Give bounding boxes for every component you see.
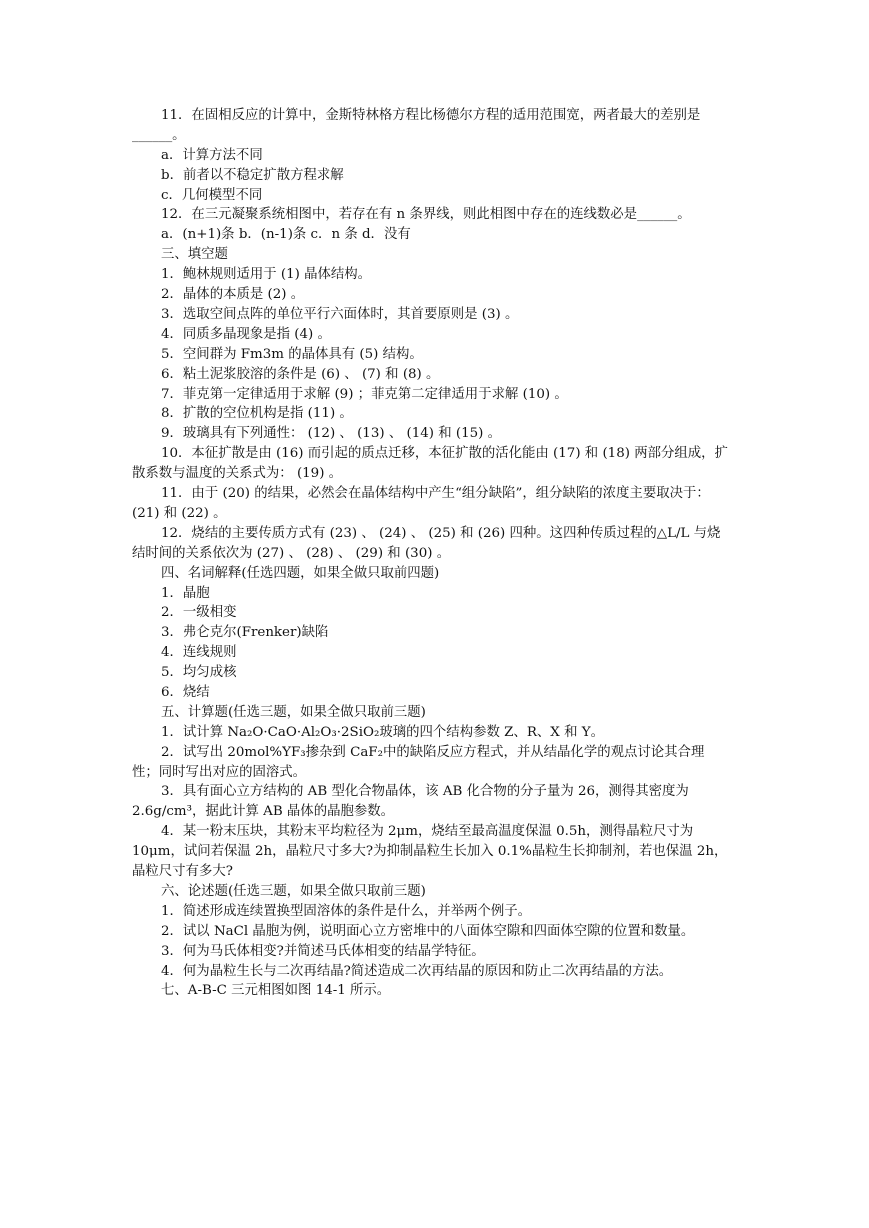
text-line: 6．烧结 <box>161 684 210 700</box>
text-line: 四、名词解释(任选四题，如果全做只取前四题) <box>161 565 440 581</box>
text-line: 7．菲克第一定律适用于求解 (9) ；菲克第二定律适用于求解 (10) 。 <box>161 386 568 402</box>
text-line: 2．晶体的本质是 (2) 。 <box>161 287 305 303</box>
text-line: 5．均匀成核 <box>161 665 237 681</box>
text-line: 2．一级相变 <box>161 605 237 621</box>
text-line: 1．晶胞 <box>161 585 210 601</box>
text-line: 5．空间群为 Fm3m 的晶体具有 (5) 结构。 <box>161 346 423 362</box>
text-line: 8．扩散的空位机构是指 (11) 。 <box>161 406 353 422</box>
text-line: 1．简述形成连续置换型固溶体的条件是什么，并举两个例子。 <box>161 903 532 919</box>
text-line: 1．鲍林规则适用于 (1) 晶体结构。 <box>161 267 372 283</box>
paragraph: 2．试写出 20mol%YF₃掺杂到 CaF₂中的缺陷反应方程式，并从结晶化学的观点讨论其合理性；同时写出对应的固溶式。 <box>132 744 705 780</box>
paragraph: 12．在三元凝聚系统相图中，若存在有 n 条界线，则此相图中存在的连线数必是______。 <box>161 207 691 223</box>
text-line: 4．同质多晶现象是指 (4) 。 <box>161 326 331 342</box>
paragraph: 4．何为晶粒生长与二次再结晶?简述造成二次再结晶的原因和防止二次再结晶的方法。 <box>161 963 673 979</box>
paragraph: 2．试以 NaCl 晶胞为例，说明面心立方密堆中的八面体空隙和四面体空隙的位置和数量。 <box>161 923 695 939</box>
text-line: a．计算方法不同 <box>161 147 263 163</box>
paragraph: 4．某一粉末压块，其粉末平均粒径为 2μm，烧结至最高温度保温 0.5h，测得晶粒尺寸为 10μm，试问若保温 2h，晶粒尺寸多大?为抑制晶粒生长加入 0.1%晶粒生长抑制剂，若也保温 2h，晶粒尺寸有多大? <box>132 824 728 880</box>
text-line: 1．试计算 Na₂O·CaO·Al₂O₃·2SiO₂玻璃的四个结构参数 Z、R、X 和 Y。 <box>161 724 604 740</box>
text-line: 9．玻璃具有下列通性： (12) 、 (13) 、 (14) 和 (15) 。 <box>161 426 501 442</box>
text-line: 3．选取空间点阵的单位平行六面体时，其首要原则是 (3) 。 <box>161 306 519 322</box>
text-line: b．前者以不稳定扩散方程求解 <box>161 167 344 183</box>
text-line: 五、计算题(任选三题，如果全做只取前三题) <box>161 704 426 720</box>
text-line: 4．连线规则 <box>161 645 237 661</box>
paragraph: 10．本征扩散是由 (16) 而引起的质点迁移，本征扩散的活化能由 (17) 和 (18) 两部分组成，扩散系数与温度的关系式为： (19) 。 <box>132 446 728 482</box>
text-line: 七、A-B-C 三元相图如图 14-1 所示。 <box>161 983 391 999</box>
text-line: a．(n+1)条 b．(n-1)条 c．n 条 d．没有 <box>161 227 411 243</box>
paragraph: 3．具有面心立方结构的 AB 型化合物晶体，该 AB 化合物的分子量为 26，测得其密度为 2.6g/cm³，据此计算 AB 晶体的晶胞参数。 <box>132 784 689 820</box>
text-line: 三、填空题 <box>161 247 228 263</box>
text-line: 3．弗仑克尔(Frenker)缺陷 <box>161 625 329 641</box>
text-line: 3．何为马氏体相变?并简述马氏体相变的结晶学特征。 <box>161 943 485 959</box>
paragraph: 12．烧结的主要传质方式有 (23) 、 (24) 、 (25) 和 (26) 四种。这四种传质过程的△L/L 与烧结时间的关系依次为 (27) 、 (28) 、 (29) 和 (30) 。 <box>132 525 721 561</box>
text-line: 六、论述题(任选三题，如果全做只取前三题) <box>161 883 426 899</box>
document-body <box>132 106 730 1001</box>
paragraph: 11．由于 (20) 的结果，必然会在晶体结构中产生“组分缺陷”，组分缺陷的浓度主要取决于： (21) 和 (22) 。 <box>132 486 710 521</box>
text-line: 6．粘土泥浆胶溶的条件是 (6) 、 (7) 和 (8) 。 <box>161 366 440 382</box>
paragraph: 11．在固相反应的计算中，金斯特林格方程比杨德尔方程的适用范围宽，两者最大的差别是______。 <box>132 108 701 143</box>
text-line: c．几何模型不同 <box>161 187 263 203</box>
